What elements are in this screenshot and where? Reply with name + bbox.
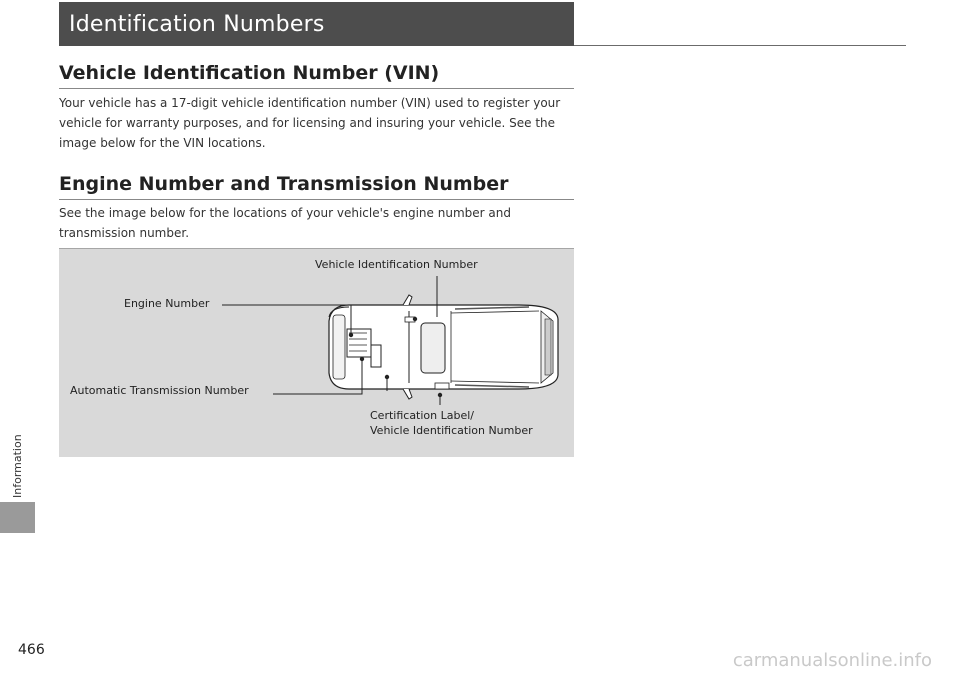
rear-window — [545, 319, 551, 375]
vehicle-figure — [59, 248, 574, 457]
body-line: vehicle for warranty purposes, and for licensing and insuring your vehicle. See the — [59, 116, 556, 130]
section-rule-engine — [59, 199, 574, 200]
page-title-bar — [59, 2, 574, 46]
label-vin: Vehicle Identification Number — [315, 258, 478, 271]
sunroof — [421, 323, 445, 373]
body-line: image below for the VIN locations. — [59, 136, 266, 150]
title-rule — [574, 45, 906, 46]
section-heading-engine: Engine Number and Transmission Number — [59, 173, 509, 195]
body-line: Your vehicle has a 17-digit vehicle identification number (VIN) used to register your — [59, 96, 561, 110]
sidebar-section-label: Information — [11, 434, 24, 498]
transmission — [371, 345, 381, 367]
section-body-vin — [59, 93, 577, 153]
mirror-right — [403, 389, 412, 399]
label-cert-line1: Certification Label/ — [370, 409, 475, 422]
watermark: carmanualsonline.info — [732, 650, 932, 671]
section-body-engine — [59, 203, 577, 243]
section-heading-vin: Vehicle Identification Number (VIN) — [59, 62, 440, 84]
page-number: 466 — [18, 642, 45, 658]
label-cert-line2: Vehicle Identification Number — [370, 424, 533, 437]
label-engine-number: Engine Number — [124, 297, 210, 310]
mirror-left — [403, 295, 412, 305]
body-line: See the image below for the locations of your vehicle's engine number and — [59, 206, 511, 220]
body-line: transmission number. — [59, 226, 190, 240]
sidebar-tab — [0, 502, 35, 533]
front-bumper — [333, 315, 345, 379]
section-rule-vin — [59, 88, 574, 89]
label-transmission-number: Automatic Transmission Number — [70, 384, 249, 397]
page-title: Identification Numbers — [69, 12, 325, 37]
